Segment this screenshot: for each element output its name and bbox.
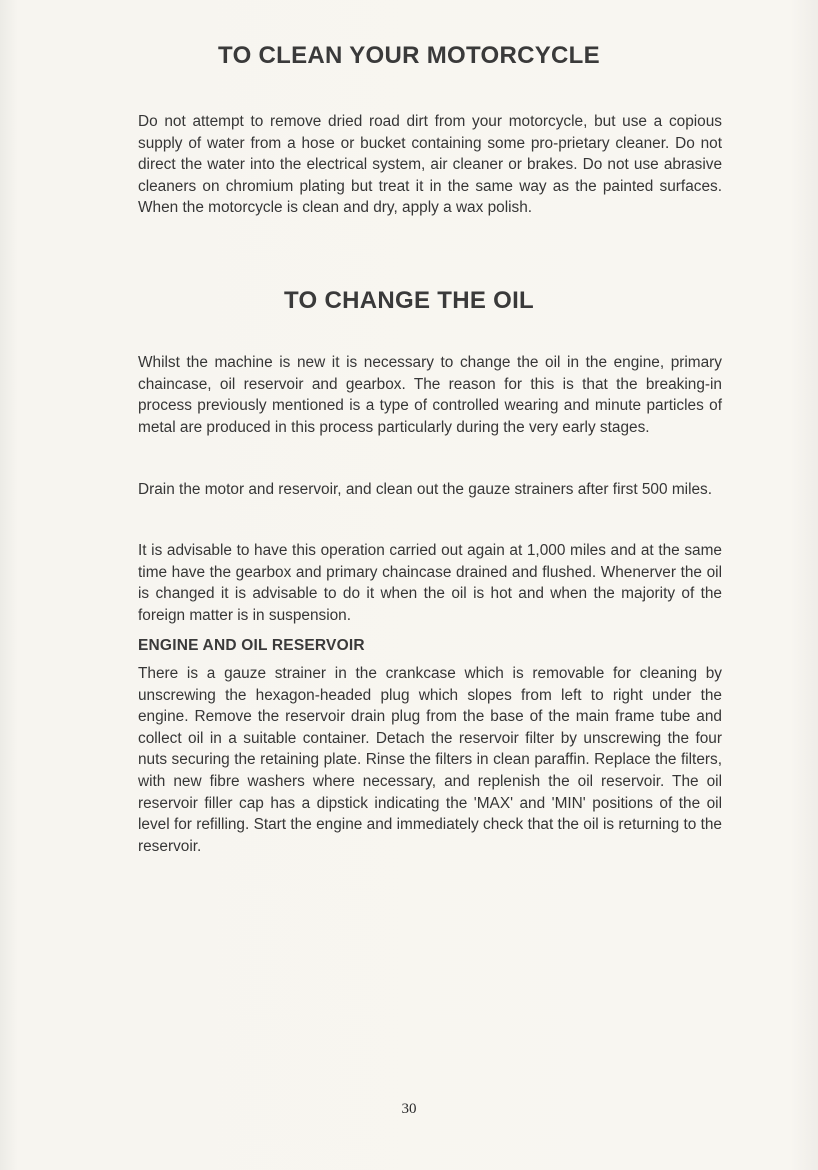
section-title-clean: TO CLEAN YOUR MOTORCYCLE [218,42,600,69]
page-number: 30 [401,1101,417,1117]
subheading-engine-oil-reservoir: ENGINE AND OIL RESERVOIR [138,637,365,654]
paragraph-reservoir: There is a gauze strainer in the crankcase which is removable for cleaning by unscrewing the hexagon-headed plug which slopes from left to right under the engine. Remove the reservoir drain plug from the base of the main frame tube and collect oil in a suitable container. Detach the reservoir filter by unscrewing the four nuts securing the retaining plate. Rinse the filters in clean paraffin. Replace the filters, with new fibre washers where necessary, and replenish the oil reservoir. The oil reservoir filler cap has a dipstick indicating the 'MAX' and 'MIN' positions of the oil level for refilling. Start the engine and immediately check that the oil is returning to the reservoir. [138,665,722,855]
paragraph-oil-intro: Whilst the machine is new it is necessary to change the oil in the engine, primary chaincase, oil reservoir and gearbox. The reason for this is that the breaking-in process previously mentioned is a type of controlled wearing and minute particles of metal are produced in this process particularly during the very early stages. [138,354,722,436]
paragraph-oil-repeat: It is advisable to have this operation carried out again at 1,000 miles and at the same time have the gearbox and primary chaincase drained and flushed. Whenerver the oil is changed it is advisable to do it when the oil is hot and when the majority of the foreign matter is in suspension. [138,542,722,624]
paragraph-clean: Do not attempt to remove dried road dirt from your motorcycle, but use a copious supply of water from a hose or bucket containing some pro-prietary cleaner. Do not direct the water into the electrical system, air cleaner or brakes. Do not use abrasive cleaners on chromium plating but treat it in the same way as the painted surfaces. When the motorcycle is clean and dry, apply a wax polish. [138,113,722,217]
paragraph-oil-drain: Drain the motor and reservoir, and clean out the gauze strainers after first 500 miles. [138,481,713,498]
section-title-oil: TO CHANGE THE OIL [284,287,534,314]
